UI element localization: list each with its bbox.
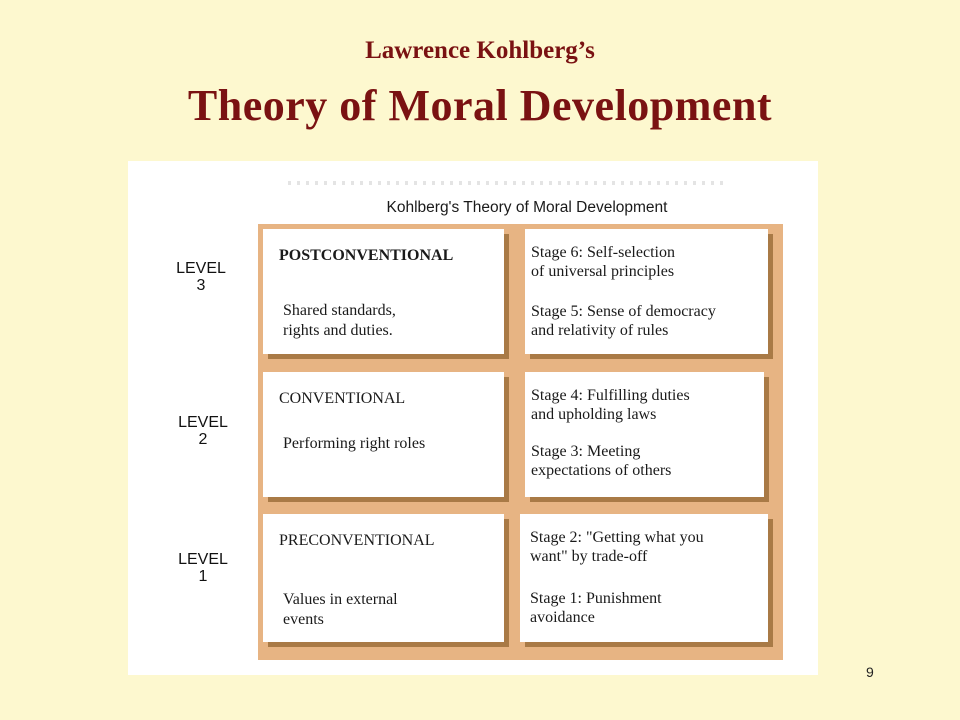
level-name: CONVENTIONAL	[279, 390, 406, 407]
postconventional-cell	[263, 229, 504, 354]
page-number: 9	[866, 664, 874, 680]
conventional-cell	[263, 372, 504, 497]
level-description: Shared standards, rights and duties.	[283, 302, 396, 339]
stage-1-text: Stage 1: Punishment avoidance	[530, 590, 662, 626]
level-2-number: 2	[198, 431, 208, 448]
slide-title: Theory of Moral Development	[187, 81, 773, 130]
level-1-number: 1	[198, 568, 208, 585]
level-2-label	[158, 414, 248, 448]
preconventional-cell	[263, 514, 504, 642]
level-description: Performing right roles	[283, 435, 426, 452]
diagram-panel	[128, 161, 818, 675]
stage-6-5-cell	[525, 229, 768, 354]
level-1-label	[158, 551, 248, 585]
stage-2-1-cell	[520, 514, 768, 642]
stage-4-text: Stage 4: Fulfilling duties and upholding laws	[531, 387, 690, 423]
levels-grid	[258, 224, 783, 660]
level-3-number: 3	[196, 277, 206, 294]
stage-4-3-cell	[525, 372, 764, 497]
stage-5-text: Stage 5: Sense of democracy and relativity of rules	[531, 303, 716, 339]
level-1-word: LEVEL	[178, 551, 228, 568]
slide-subtitle: Lawrence Kohlberg’s	[365, 37, 595, 64]
scan-artifact	[288, 181, 728, 185]
level-name: PRECONVENTIONAL	[279, 532, 435, 549]
level-description: Values in external events	[283, 591, 398, 628]
level-3-label	[156, 260, 246, 294]
level-name: POSTCONVENTIONAL	[279, 247, 454, 264]
level-3-word: LEVEL	[176, 260, 226, 277]
level-2-word: LEVEL	[178, 414, 228, 431]
diagram-title: Kohlberg's Theory of Moral Development	[386, 199, 668, 216]
stage-3-text: Stage 3: Meeting expectations of others	[531, 443, 672, 479]
stage-6-text: Stage 6: Self-selection of universal principles	[531, 244, 675, 280]
stage-2-text: Stage 2: "Getting what you want" by trade-off	[530, 529, 704, 565]
